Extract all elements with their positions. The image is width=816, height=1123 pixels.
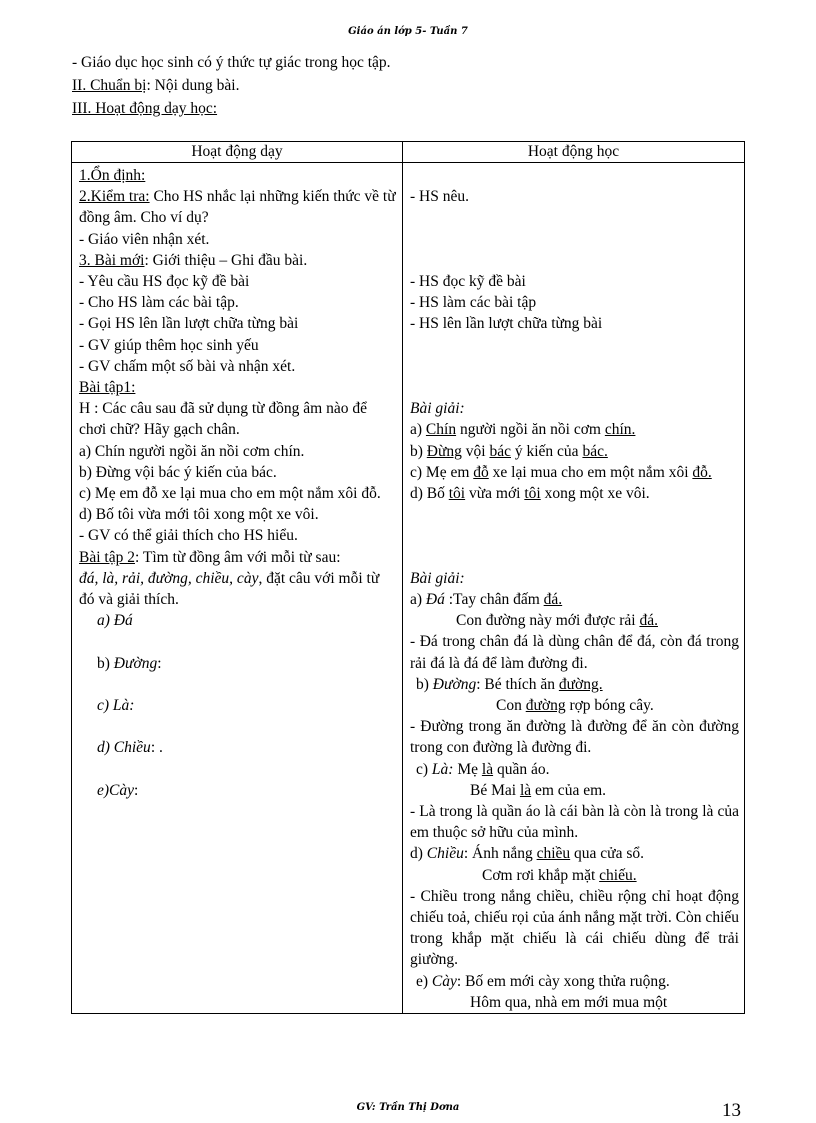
teach-line: - GV giúp thêm học sinh yếu [79,336,259,354]
teach-line: a) Chín người ngồi ăn nồi cơm chín. [79,442,305,460]
teach-line: H : Các câu sau đã sử dụng từ đồng âm nào để chơi chữ? Hãy gạch chân. [79,400,367,439]
col-header-learn: Hoạt động học [403,142,745,163]
underlined-word: Đừng [426,442,462,460]
teach-word: d) Chiều [97,739,151,757]
learn-text: quần áo. [493,760,550,778]
underlined-word: tôi [524,484,541,502]
teach-line [79,568,397,610]
teach-label: Bài tập 2 [79,548,135,566]
prep-label: II. Chuẩn bị [72,77,147,94]
learn-word: Là: [431,760,454,778]
spacer [79,759,397,780]
teach-text: : . [150,739,163,757]
prep-line [72,74,752,97]
learn-line: - HS lên lần lượt chữa từng bài [410,315,603,333]
activities-heading [72,97,752,120]
intro-line: - Giáo dục học sinh có ý thức tự giác trong học tập. [72,54,391,71]
learn-text: người ngồi ăn nồi cơm [456,421,605,439]
teach-line [79,780,397,801]
learn-text: b) [416,675,433,693]
teach-label: 3. Bài mới [79,251,145,269]
learn-text: :Tay chân đấm [444,590,544,608]
learn-line: - HS làm các bài tập [410,294,537,312]
lesson-table [71,141,745,1014]
underlined-word: chiếu. [599,866,637,884]
learn-cell [403,163,745,1014]
learn-line: Bài giải: [410,569,465,587]
teach-line: d) Bố tôi vừa mới tôi xong một xe vôi. [79,506,319,524]
teach-label: 2.Kiểm tra: [79,188,150,206]
learn-word: Đường [432,675,477,693]
underlined-word: chín. [604,421,636,439]
learn-line [410,462,739,483]
underlined-word: đỗ [473,463,489,481]
learn-line [410,483,739,504]
underlined-word: là [519,781,532,799]
learn-line [410,843,739,864]
learn-line: - Chiều trong nắng chiều, chiều rộng chỉ hoạt động chiếu toả, chiếu rọi của ánh nắng mặt trời. Còn chiếu trong khắp mặt chiếu là cái chiếu dùng để trải giường. [410,887,739,969]
intro-section [72,51,752,120]
learn-text: d) [410,845,427,863]
learn-text: ý kiến của [510,442,583,460]
learn-line [410,674,739,695]
learn-text: vội [461,442,490,460]
teach-text: : Tìm từ đồng âm với mỗi từ sau: [134,548,341,566]
learn-line [410,419,739,440]
learn-line: - Đường trong ăn đường là đường để ăn còn đường trong con đường là đường đi. [410,718,739,757]
underlined-word: bác. [582,442,608,460]
spacer [410,377,739,398]
learn-text: e) [416,972,432,990]
learn-text: qua cửa sổ. [570,845,644,863]
teach-line: - Giáo viên nhận xét. [79,230,210,248]
teach-line: a) Đá [97,612,133,630]
table-header-row [72,142,745,163]
learn-text: em của em. [531,781,607,799]
spacer [79,674,397,695]
learn-text: Cơm rơi khắp mặt [482,866,600,884]
learn-text: Con đường này mới được rải [456,612,640,630]
learn-text: rợp bóng cây. [565,696,654,714]
underlined-word: tôi [448,484,466,502]
spacer [79,716,397,737]
underlined-word: đá. [639,612,658,630]
teach-line: b) Đừng vội bác ý kiến của bác. [79,463,277,481]
learn-line: - HS nêu. [410,188,469,206]
learn-text: : Bố em mới cày xong thửa ruộng. [456,972,670,990]
teach-line: - Cho HS làm các bài tập. [79,294,239,312]
underlined-word: đá. [543,590,563,608]
learn-line: - Là trong là quần áo là cái bàn là còn là trong là của em thuộc sở hữu của mình. [410,802,739,842]
teach-text: : [157,654,162,672]
teach-cell [72,163,403,1014]
learn-text: Bé Mai [470,781,520,799]
underlined-word: đỗ. [692,463,712,481]
spacer [410,250,739,271]
learn-text: a) [410,421,426,439]
table-body-row [72,163,745,1014]
learn-line [410,695,739,716]
learn-line [410,759,739,780]
learn-text: a) [410,590,426,608]
teach-line: - GV có thể giải thích cho HS hiểu. [79,527,298,545]
teach-line [79,186,397,228]
learn-line [410,780,739,801]
learn-text: : Ánh nắng [463,845,537,863]
learn-line [410,610,739,631]
learn-text: vừa mới [465,484,525,502]
learn-text: xe lại mua cho em một nắm xôi [488,463,693,481]
activities-label: III. Hoạt động dạy học: [72,100,218,117]
underlined-word: đường [525,696,566,714]
teach-text: : [134,781,139,799]
underlined-word: đường. [558,675,603,693]
learn-line [410,589,739,610]
learn-text: xong một xe vôi. [540,484,650,502]
teach-line: - Gọi HS lên lần lượt chữa từng bài [79,315,299,333]
underlined-word: bác [489,442,511,460]
underlined-word: chiều [536,845,571,863]
learn-text: d) Bố [410,484,449,502]
page-footer: GV: Trần Thị Dơna [356,1102,460,1113]
teach-text: : Giới thiệu – Ghi đầu bài. [144,251,308,269]
spacer [79,631,397,652]
learn-line: Hôm qua, nhà em mới mua một [470,993,668,1011]
learn-text: : Bé thích ăn [476,675,559,693]
page-number: 13 [722,1100,741,1121]
spacer [410,165,739,186]
teach-line [79,737,397,758]
learn-word: Chiều [426,845,464,863]
teach-text: , đặt câu với mỗi từ đó và giải thích. [79,569,380,609]
teach-line: - GV chấm một số bài và nhận xét. [79,357,296,375]
teach-line [79,653,397,674]
spacer [410,207,739,249]
learn-line [410,865,739,886]
teach-line: Bài tập1: [79,379,136,397]
learn-line [410,441,739,462]
learn-text: c) [416,760,432,778]
teach-text: b) [97,654,114,672]
learn-line: - HS đọc kỹ đề bài [410,272,526,290]
teach-line: c) Mẹ em đỗ xe lại mua cho em một nắm xôi đỗ. [79,485,381,503]
spacer [410,547,739,568]
prep-text: : Nội dung bài. [146,77,240,94]
spacer [410,335,739,377]
col-header-teach: Hoạt động dạy [72,142,403,163]
teach-line [79,547,397,568]
underlined-word: Chín [425,421,457,439]
underlined-word: là [481,760,494,778]
teach-word: Đường [113,654,158,672]
teach-words: đá, là, rải, đường, chiều, cày [79,569,259,587]
teach-line: - Yêu cầu HS đọc kỹ đề bài [79,273,250,291]
learn-text: b) [410,442,427,460]
learn-word: Cày [431,972,457,990]
teach-line: c) Là: [97,697,135,715]
page-header: Giáo án lớp 5- Tuần 7 [348,26,468,37]
spacer [410,504,739,546]
learn-line: - Đá trong chân đá là dùng chân để đá, còn đá trong rải đá là đá để làm đường đi. [410,633,739,672]
teach-line: 1.Ổn định: [79,167,146,184]
teach-line [79,250,397,271]
teach-word: e)Cày [97,781,135,799]
learn-text: c) Mẹ em [410,463,474,481]
learn-text: Mẹ [453,760,482,778]
teach-text: Cho HS nhắc lại những kiến thức về từ đồng âm. Cho ví dụ? [79,188,396,227]
learn-line: Bài giải: [410,400,465,418]
learn-line [410,971,739,992]
learn-word: Đá [425,590,445,608]
learn-text: Con [496,696,526,714]
